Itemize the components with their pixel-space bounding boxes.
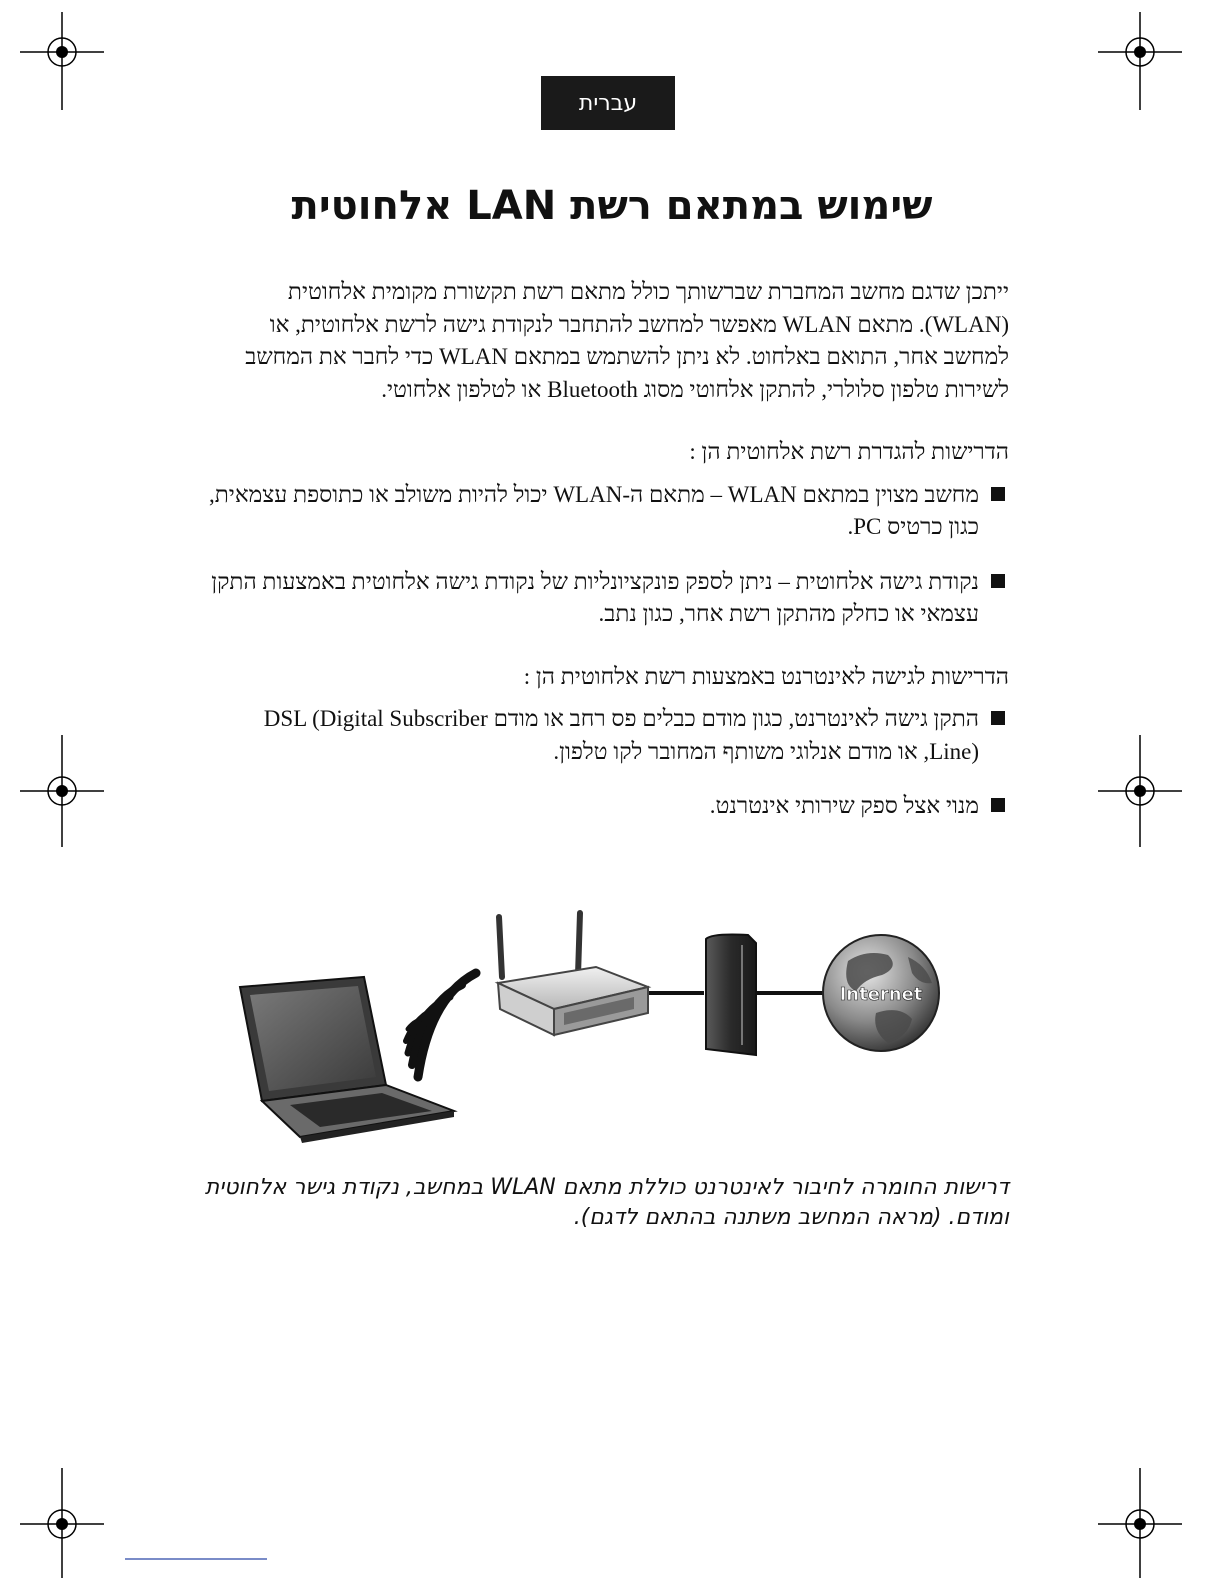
- list-item: [209, 479, 1009, 544]
- crop-mark-top-left: [20, 12, 110, 112]
- list-item-text: נקודת גישה אלחוטית – ניתן לספק פונקציונליות של נקודת גישה אלחוטית באמצעות התקן עצמאי או כחלק מהתקן רשת אחר, כגון נתב.: [211, 568, 979, 626]
- language-tab: עברית: [541, 76, 675, 130]
- figure-caption: דרישות החומרה לחיבור לאינטרנט כוללת מתאם WLAN במחשב, נקודת גישר אלחוטית ומודם. (מראה המחשב משתנה בהתאם לדגם).: [204, 1175, 1009, 1230]
- intro-paragraph: ייתכן שדגם מחשב המחברת שברשותך כולל מתאם רשת תקשורת מקומית אלחוטית (WLAN). מתאם WLAN מאפשר למחשב להתחבר לנקודת גישה לרשת אלחוטית, או למחשב אחר, התואם באלחוט. לא ניתן להשתמש במתאם WLAN כדי לחבר את המחשב לשירות טלפון סלולרי, להתקן אלחוטי מסוג Bluetooth או לטלפון אלחוטי.: [245, 279, 1009, 402]
- list-item-text: התקן גישה לאינטרנט, כגון מודם כבלים פס רחב או מודם DSL (Digital Subscriber Line), או מודם אנלוגי משותף המחובר לקו טלפון.: [263, 706, 979, 764]
- modem-icon: [706, 935, 756, 1056]
- wireless-requirements-list: [209, 479, 1009, 631]
- crop-mark-mid-right: [1098, 735, 1188, 850]
- square-bullet-icon: [991, 711, 1005, 725]
- globe-label: Internet: [839, 984, 923, 1005]
- list-item-text: מחשב מצוין במתאם WLAN – מתאם ה-WLAN יכול להיות משולב או כתוספת עצמאית, כגון כרטיס PC.: [209, 481, 979, 539]
- square-bullet-icon: [991, 574, 1005, 588]
- wireless-requirements-heading: הדרישות להגדרת רשת אלחוטית הן :: [689, 439, 1009, 464]
- page-title: שימוש במתאם רשת LAN אלחוטית: [291, 183, 933, 229]
- internet-requirements-heading: הדרישות לגישה לאינטרנט באמצעות רשת אלחוטית הן :: [523, 663, 1009, 689]
- list-item: [209, 566, 1009, 631]
- network-diagram: [236, 905, 956, 1145]
- router-icon: [498, 913, 648, 1035]
- list-item: [209, 703, 1009, 768]
- internet-globe-icon: [823, 935, 939, 1051]
- page-content: [209, 276, 1009, 853]
- list-item: [209, 790, 1009, 823]
- internet-requirements-list: [209, 703, 1009, 823]
- crop-mark-bottom-right: [1098, 1468, 1188, 1580]
- crop-mark-mid-left: [20, 735, 110, 850]
- square-bullet-icon: [991, 487, 1005, 501]
- network-diagram-figure: [236, 905, 956, 1145]
- wireless-signal-icon: [406, 973, 476, 1077]
- crop-mark-top-right: [1098, 12, 1188, 112]
- footer-rule: [125, 1558, 267, 1560]
- square-bullet-icon: [991, 798, 1005, 812]
- list-item-text: מנוי אצל ספק שירותי אינטרנט.: [709, 793, 979, 818]
- crop-mark-bottom-left: [20, 1468, 110, 1580]
